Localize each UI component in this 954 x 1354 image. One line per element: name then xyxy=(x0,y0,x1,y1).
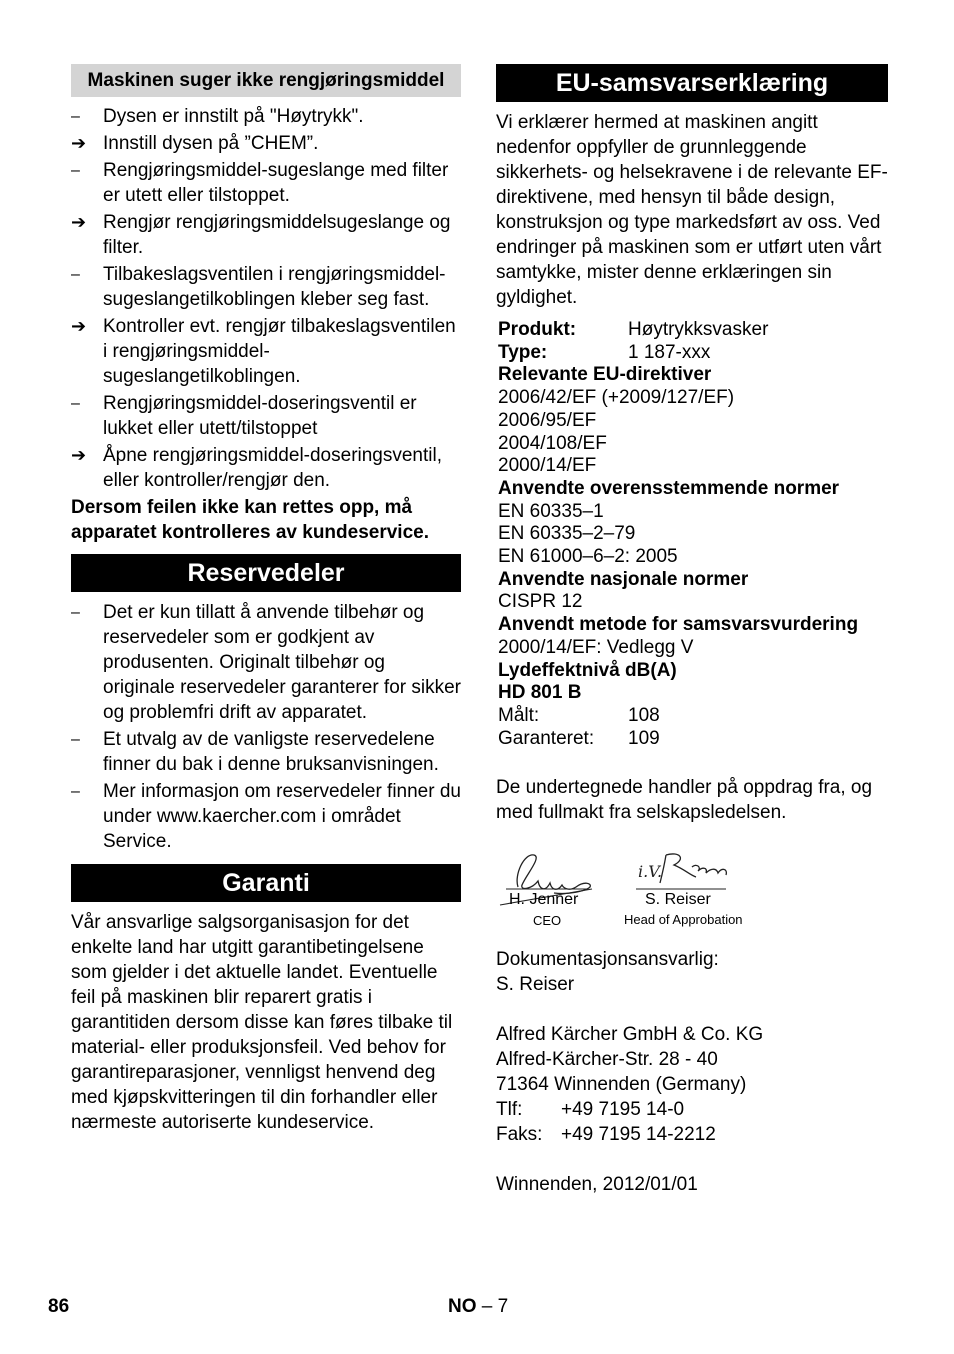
list-item: – Det er kun tillatt å anvende tilbehør og reservedeler som er godkjent av produsenten. Originalt tilbehør og originale reservedeler garanterer for sikker og problemfri drift av apparatet. xyxy=(71,602,461,723)
standard-item: EN 61000–6–2: 2005 xyxy=(498,546,678,568)
list-item: – Mer informasjon om reservedeler finner du under www.kaercher.com i området Service. xyxy=(71,781,461,852)
national-standards-heading: Anvendte nasjonale normer xyxy=(498,568,749,590)
directive-item: 2004/108/EF xyxy=(498,432,607,454)
signer1-role: CEO xyxy=(533,913,562,929)
section-heading-spare-parts: Reservedeler xyxy=(71,554,461,592)
sound-level-heading: Lydeffektnivå dB(A) xyxy=(498,659,677,681)
dash-bullet: – xyxy=(71,783,80,800)
list-item: – Rengjøringsmiddel-sugeslange med filter er utett eller tilstoppet. xyxy=(71,160,449,206)
signature-prefix: i.V. xyxy=(638,862,663,882)
right-column xyxy=(496,64,888,1197)
fax-row: Faks: +49 7195 14-2212 xyxy=(496,1124,716,1146)
section-heading-warranty: Garanti xyxy=(71,864,461,902)
list-item: ➔ Åpne rengjøringsmiddel-doseringsventil, eller kontroller/rengjør den. xyxy=(71,445,443,491)
dash-bullet: – xyxy=(71,162,80,179)
arrow-right-icon: ➔ xyxy=(71,445,87,465)
section-heading-eu-declaration: EU-samsvarserklæring xyxy=(496,64,888,102)
list-item: – Rengjøringsmiddel-doseringsventil er lukket eller utett/tilstoppet xyxy=(71,393,417,439)
service-note: Dersom feilen ikke kan rettes opp, må apparatet kontrolleres av kundeservice. xyxy=(71,497,429,543)
list-item: – Et utvalg av de vanligste reservedelene finner du bak i denne bruksanvisningen. xyxy=(71,729,439,775)
page-number: 86 xyxy=(48,1296,70,1317)
declaration-intro: Vi erklærer hermed at maskinen angitt nedenfor oppfyller de grunnleggende sikkerhets- og helsekravene i de relevante EF-direktivene, med hensyn til både design, konstruksjon og type markedsført av oss. Ved endringer på maskinen som er utført uten vårt samtykke, mister denne erklæringen sin gyldighet. xyxy=(496,112,888,308)
list-item: ➔ Kontroller evt. rengjør tilbakeslagsventilen i rengjøringsmiddel-sugeslangetilkoblingen. xyxy=(71,316,456,387)
directive-item: 2006/42/EF (+2009/127/EF) xyxy=(498,387,735,409)
signer2-name: S. Reiser xyxy=(645,891,711,909)
directives-heading: Relevante EU-direktiver xyxy=(498,364,712,386)
declaration-details xyxy=(496,319,888,750)
spare-parts-list xyxy=(71,600,461,854)
guaranteed-row: Garanteret: 109 xyxy=(498,727,660,749)
list-item: – Dysen er innstilt på "Høytrykk". xyxy=(71,106,364,127)
company-city: 71364 Winnenden (Germany) xyxy=(496,1074,747,1096)
dash-bullet: – xyxy=(71,731,80,748)
type-row: Type: 1 187-xxx xyxy=(498,341,711,363)
conformity-method-heading: Anvendt metode for samsvarsvurdering xyxy=(498,614,859,636)
signers-intro: De undertegnede handler på oppdrag fra, og med fullmakt fra selskapsledelsen. xyxy=(496,777,873,824)
doc-responsible-name: S. Reiser xyxy=(496,974,575,996)
signer1-name: H. Jenner xyxy=(509,891,579,909)
standard-item: EN 60335–2–79 xyxy=(498,523,636,545)
arrow-right-icon: ➔ xyxy=(71,133,87,153)
dash-bullet: – xyxy=(71,266,80,283)
dash-bullet: – xyxy=(71,108,80,125)
model-name: HD 801 B xyxy=(498,682,582,704)
list-item: ➔ Rengjør rengjøringsmiddelsugeslange og filter. xyxy=(71,212,451,258)
footer-section-marker: NO – 7 xyxy=(448,1296,509,1317)
harmonized-standards-heading: Anvendte overensstemmende normer xyxy=(498,477,840,499)
signature-block xyxy=(496,845,888,929)
signer2-role: Head of Approbation xyxy=(624,912,743,928)
conformity-method: 2000/14/EF: Vedlegg V xyxy=(498,636,694,658)
arrow-right-icon: ➔ xyxy=(71,212,87,232)
company-name: Alfred Kärcher GmbH & Co. KG xyxy=(496,1024,764,1046)
arrow-right-icon: ➔ xyxy=(71,316,87,336)
warranty-text: Vår ansvarlige salgsorganisasjon for det enkelte land har utgitt garantibetingelsene som gjelder i det aktuelle landet. Eventuelle feil på maskinen blir reparert gratis i garantitiden dersom disse kan føres tilbake til material- eller produksjonsfeil. Ved behov for garantireparasjoner, vennligst henvend deg med kjøpskvitteringen til din forhandler eller nærmeste autoriserte kundeservice. xyxy=(71,912,453,1133)
dash-bullet: – xyxy=(71,604,80,621)
list-item: ➔ Innstill dysen på ”CHEM”. xyxy=(71,133,319,154)
company-street: Alfred-Kärcher-Str. 28 - 40 xyxy=(496,1049,718,1071)
standard-item: CISPR 12 xyxy=(498,591,583,613)
section-heading-no-detergent: Maskinen suger ikke rengjøringsmiddel xyxy=(71,64,461,97)
place-date: Winnenden, 2012/01/01 xyxy=(496,1174,698,1196)
left-column xyxy=(71,64,461,1135)
directive-item: 2006/95/EF xyxy=(498,409,597,431)
phone-row: Tlf: +49 7195 14-0 xyxy=(496,1099,685,1121)
list-item: – Tilbakeslagsventilen i rengjøringsmiddel-sugeslangetilkoblingen kleber seg fast. xyxy=(71,264,446,310)
product-row: Produkt: Høytrykksvasker xyxy=(498,319,769,340)
directive-item: 2000/14/EF xyxy=(498,455,597,477)
measured-row: Målt: 108 xyxy=(498,704,660,726)
troubleshooting-list xyxy=(71,104,461,493)
standard-item: EN 60335–1 xyxy=(498,500,604,522)
dash-bullet: – xyxy=(71,395,80,412)
doc-responsible-label: Dokumentasjonsansvarlig: xyxy=(496,949,719,971)
